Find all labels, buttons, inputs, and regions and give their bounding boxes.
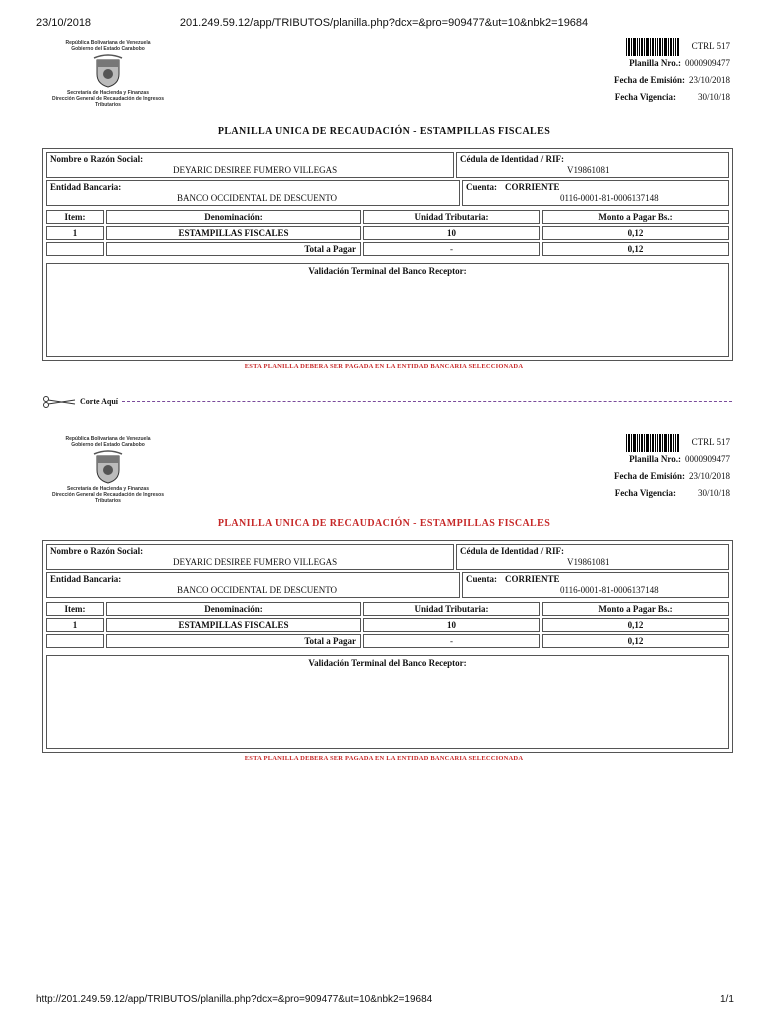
planilla-label: Planilla Nro.: xyxy=(629,58,681,68)
logo-line-4: Dirección General de Recaudación de Ingresos xyxy=(52,492,164,498)
entidad-box xyxy=(46,180,460,206)
cedula-value: V19861081 xyxy=(567,165,610,175)
validacion-box xyxy=(46,655,729,749)
cedula-label: Cédula de Identidad / RIF: xyxy=(460,546,565,556)
row-item: 1 xyxy=(46,618,104,632)
nombre-label: Nombre o Razón Social: xyxy=(50,546,144,556)
vigencia-label: Fecha Vigencia: xyxy=(614,92,676,102)
vigencia-value: 30/10/18 xyxy=(697,488,730,498)
meta-block xyxy=(590,434,730,502)
row-denominacion: ESTAMPILLAS FISCALES xyxy=(106,226,361,240)
col-header-denominacion: Denominación: xyxy=(106,210,361,224)
col-header-item: Item: xyxy=(46,602,104,616)
planilla-value: 0000909477 xyxy=(685,454,730,464)
ctrl-number: CTRL 517 xyxy=(691,437,730,447)
row-denominacion: ESTAMPILLAS FISCALES xyxy=(106,618,361,632)
cuenta-label: Cuenta: xyxy=(466,574,497,584)
logo-line-5: Tributarios xyxy=(95,102,121,108)
logo-line-4: Dirección General de Recaudación de Ingresos xyxy=(52,96,164,102)
logo-line-2: Gobierno del Estado Carabobo xyxy=(71,46,145,52)
total-ut: - xyxy=(363,634,540,648)
total-empty-cell xyxy=(46,242,104,256)
emision-value: 23/10/2018 xyxy=(688,75,730,85)
cuenta-box xyxy=(462,572,729,598)
total-ut: - xyxy=(363,242,540,256)
row-monto: 0,12 xyxy=(542,226,729,240)
col-header-unidad: Unidad Tributaria: xyxy=(363,210,540,224)
cuenta-box xyxy=(462,180,729,206)
nombre-box xyxy=(46,152,454,178)
emision-label: Fecha de Emisión: xyxy=(613,75,685,85)
entidad-label: Entidad Bancaria: xyxy=(50,182,122,192)
page-title: PLANILLA UNICA DE RECAUDACIÓN - ESTAMPILLAS FISCALES xyxy=(217,518,551,529)
form-frame xyxy=(42,540,733,753)
row-unidad: 10 xyxy=(363,226,540,240)
logo-block xyxy=(52,436,164,504)
print-url: 201.249.59.12/app/TRIBUTOS/planilla.php?dcx=&pro=909477&ut=10&nbk2=19684 xyxy=(179,17,589,29)
dashed-divider xyxy=(122,401,732,402)
total-amount: 0,12 xyxy=(542,242,729,256)
total-label: Total a Pagar xyxy=(106,634,361,648)
cedula-box xyxy=(456,544,729,570)
cedula-value: V19861081 xyxy=(567,557,610,567)
logo-line-1: República Bolivariana de Venezuela xyxy=(65,40,151,46)
total-amount: 0,12 xyxy=(542,634,729,648)
cut-label: Corte Aquí xyxy=(80,397,118,406)
vigencia-value: 30/10/18 xyxy=(697,92,730,102)
logo-line-3: Secretaría de Hacienda y Finanzas xyxy=(67,90,149,96)
print-date: 23/10/2018 xyxy=(36,17,92,29)
logo-line-2: Gobierno del Estado Carabobo xyxy=(71,442,145,448)
row-monto: 0,12 xyxy=(542,618,729,632)
validacion-label: Validación Terminal del Banco Receptor: xyxy=(308,266,467,276)
cuenta-label: Cuenta: xyxy=(466,182,497,192)
entidad-label: Entidad Bancaria: xyxy=(50,574,122,584)
logo-line-3: Secretaría de Hacienda y Finanzas xyxy=(67,486,149,492)
entidad-box xyxy=(46,572,460,598)
validacion-label: Validación Terminal del Banco Receptor: xyxy=(308,658,467,668)
logo-line-1: República Bolivariana de Venezuela xyxy=(65,436,151,442)
carabobo-seal-icon xyxy=(93,54,123,88)
page-title: PLANILLA UNICA DE RECAUDACIÓN - ESTAMPILLAS FISCALES xyxy=(217,126,551,137)
nombre-value: DEYARIC DESIREE FUMERO VILLEGAS xyxy=(173,165,338,175)
nombre-value: DEYARIC DESIREE FUMERO VILLEGAS xyxy=(173,557,338,567)
cut-here-line xyxy=(42,397,732,409)
total-label: Total a Pagar xyxy=(106,242,361,256)
scissors-icon xyxy=(42,396,76,408)
payment-note: ESTA PLANILLA DEBERA SER PAGADA EN LA ENTIDAD BANCARIA SELECCIONADA xyxy=(244,363,524,370)
barcode-icon xyxy=(626,434,680,452)
cedula-box xyxy=(456,152,729,178)
logo-block xyxy=(52,40,164,108)
meta-block xyxy=(590,38,730,106)
col-header-denominacion: Denominación: xyxy=(106,602,361,616)
cuenta-type: CORRIENTE xyxy=(505,182,560,192)
nombre-box xyxy=(46,544,454,570)
col-header-monto: Monto a Pagar Bs.: xyxy=(542,210,729,224)
entidad-value: BANCO OCCIDENTAL DE DESCUENTO xyxy=(177,193,338,203)
validacion-box xyxy=(46,263,729,357)
row-item: 1 xyxy=(46,226,104,240)
carabobo-seal-icon xyxy=(93,450,123,484)
col-header-unidad: Unidad Tributaria: xyxy=(363,602,540,616)
emision-label: Fecha de Emisión: xyxy=(613,471,685,481)
cuenta-value: 0116-0001-81-0006137148 xyxy=(560,193,659,203)
print-page-number: 1/1 xyxy=(720,994,734,1005)
planilla-label: Planilla Nro.: xyxy=(629,454,681,464)
barcode-icon xyxy=(626,38,680,56)
vigencia-label: Fecha Vigencia: xyxy=(614,488,676,498)
emision-value: 23/10/2018 xyxy=(688,471,730,481)
nombre-label: Nombre o Razón Social: xyxy=(50,154,144,164)
col-header-item: Item: xyxy=(46,210,104,224)
logo-line-5: Tributarios xyxy=(95,498,121,504)
form-frame xyxy=(42,148,733,361)
col-header-monto: Monto a Pagar Bs.: xyxy=(542,602,729,616)
ctrl-number: CTRL 517 xyxy=(691,41,730,51)
payment-note: ESTA PLANILLA DEBERA SER PAGADA EN LA ENTIDAD BANCARIA SELECCIONADA xyxy=(244,755,524,762)
planilla-value: 0000909477 xyxy=(685,58,730,68)
entidad-value: BANCO OCCIDENTAL DE DESCUENTO xyxy=(177,585,338,595)
row-unidad: 10 xyxy=(363,618,540,632)
print-footer-url: http://201.249.59.12/app/TRIBUTOS/planilla.php?dcx=&pro=909477&ut=10&nbk2=19684 xyxy=(36,994,433,1005)
total-empty-cell xyxy=(46,634,104,648)
cuenta-value: 0116-0001-81-0006137148 xyxy=(560,585,659,595)
cedula-label: Cédula de Identidad / RIF: xyxy=(460,154,565,164)
cuenta-type: CORRIENTE xyxy=(505,574,560,584)
